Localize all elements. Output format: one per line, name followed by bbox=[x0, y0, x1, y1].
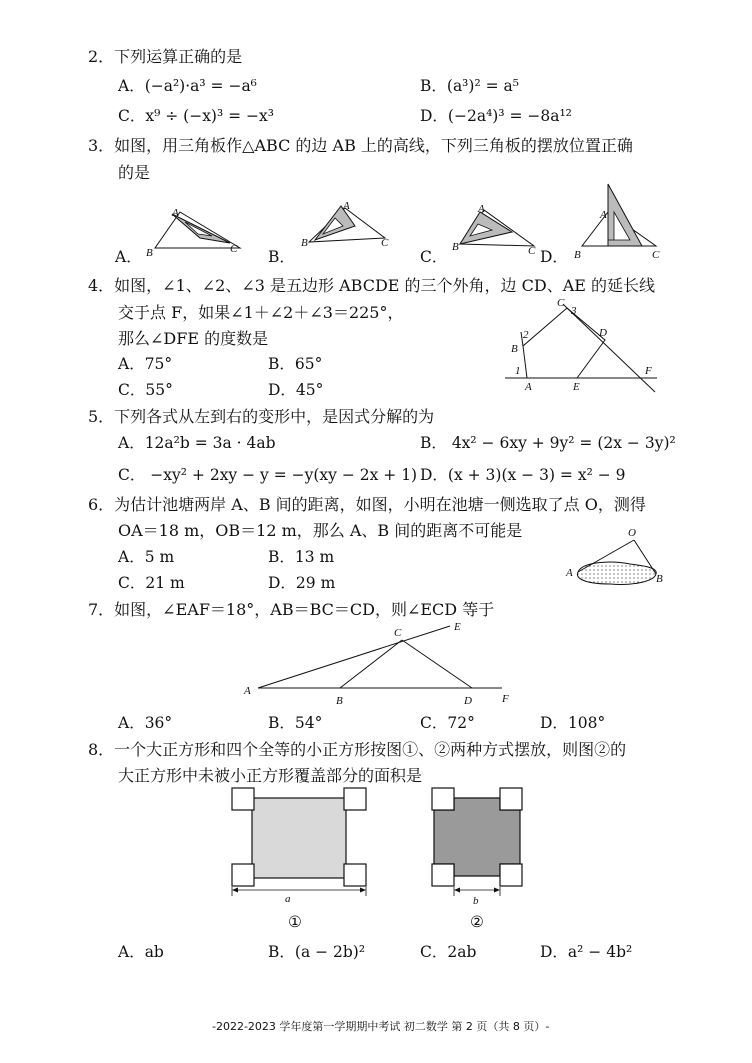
q8-figure-2 bbox=[428, 786, 528, 908]
q6-stem-line2: OA＝18 m，OB＝12 m，那么 A、B 间的距离不可能是 bbox=[118, 521, 523, 540]
q7-fig-label-e: E bbox=[454, 621, 461, 633]
q5-option-d[interactable]: D．(x + 3)(x − 3) = x² − 9 bbox=[420, 466, 626, 484]
q8-figure-1-caption: ① bbox=[288, 913, 302, 931]
q3-figure-a bbox=[140, 198, 250, 260]
q2-option-b[interactable]: B．(a³)² = a⁵ bbox=[420, 77, 519, 95]
q2-stem: 2．下列运算正确的是 bbox=[88, 47, 243, 66]
q3-fig-b-label-c: C bbox=[381, 237, 389, 249]
q3-fig-a-label-c: C bbox=[230, 243, 238, 255]
q6-option-b[interactable]: B．13 m bbox=[268, 548, 335, 566]
q4-option-b[interactable]: B．65° bbox=[268, 355, 323, 373]
q4-fig-label-c: C bbox=[557, 297, 565, 309]
q4-stem-line3: 那么∠DFE 的度数是 bbox=[118, 329, 269, 348]
q6-fig-label-b: B bbox=[656, 573, 663, 585]
q3-fig-a-label-a: A bbox=[172, 207, 179, 219]
q3-fig-d-label-b: B bbox=[574, 249, 581, 261]
q4-option-c[interactable]: C．55° bbox=[118, 381, 173, 399]
q3-fig-c-label-b: B bbox=[452, 241, 459, 253]
q3-fig-c-label-a: A bbox=[478, 203, 485, 215]
q4-fig-label-e: E bbox=[573, 381, 580, 393]
q8-fig2-dim-b: b bbox=[473, 895, 479, 907]
q5-option-c[interactable]: C． −xy² + 2xy − y = −y(xy − 2x + 1) bbox=[118, 466, 418, 484]
q8-fig1-dim-a: a bbox=[285, 893, 291, 905]
q7-stem: 7．如图，∠EAF＝18°，AB＝BC＝CD，则∠ECD 等于 bbox=[88, 600, 495, 619]
q4-fig-label-f: F bbox=[645, 365, 652, 377]
q7-option-b[interactable]: B．54° bbox=[268, 714, 323, 732]
q7-option-a[interactable]: A．36° bbox=[118, 714, 173, 732]
q2-option-d[interactable]: D．(−2a⁴)³ = −8a¹² bbox=[420, 107, 572, 125]
q3-option-c[interactable]: C． bbox=[420, 248, 448, 266]
q7-fig-label-c: C bbox=[394, 627, 402, 639]
q3-fig-b-label-b: B bbox=[301, 237, 308, 249]
q2-option-c[interactable]: C．x⁹ ÷ (−x)³ = −x³ bbox=[118, 107, 274, 125]
q8-stem-line1: 8．一个大正方形和四个全等的小正方形按图①、②两种方式摆放，则图②的 bbox=[88, 740, 627, 759]
q7-option-c[interactable]: C．72° bbox=[420, 714, 475, 732]
q5-option-a[interactable]: A．12a²b = 3a · 4ab bbox=[118, 434, 276, 452]
q6-fig-label-a: A bbox=[566, 567, 573, 579]
q7-figure bbox=[240, 616, 520, 706]
q6-option-c[interactable]: C．21 m bbox=[118, 574, 185, 592]
q3-figure-d bbox=[572, 182, 667, 262]
q2-option-a[interactable]: A．(−a²)·a³ = −a⁶ bbox=[118, 77, 257, 95]
q3-stem-line2: 的是 bbox=[118, 163, 151, 182]
q4-stem-line1: 4．如图，∠1、∠2、∠3 是五边形 ABCDE 的三个外角，边 CD、AE 的延长线 bbox=[88, 276, 656, 295]
q4-option-d[interactable]: D．45° bbox=[268, 381, 324, 399]
q6-stem-line1: 6．为估计池塘两岸 A、B 间的距离，如图，小明在池塘一侧选取了点 O，测得 bbox=[88, 495, 646, 514]
q4-fig-label-b: B bbox=[511, 343, 518, 355]
q3-option-a[interactable]: A． bbox=[115, 248, 142, 266]
q6-option-a[interactable]: A．5 m bbox=[118, 548, 175, 566]
q3-fig-a-label-b: B bbox=[146, 247, 153, 259]
q8-option-b[interactable]: B．(a − 2b)² bbox=[268, 943, 366, 961]
q4-fig-label-1: 1 bbox=[515, 365, 521, 377]
q8-figure-2-caption: ② bbox=[470, 913, 484, 931]
q3-fig-d-label-c: C bbox=[652, 249, 660, 261]
q7-option-d[interactable]: D．108° bbox=[540, 714, 606, 732]
q8-option-d[interactable]: D．a² − 4b² bbox=[540, 943, 633, 961]
q4-fig-label-d: D bbox=[599, 327, 607, 339]
q4-fig-label-a: A bbox=[525, 381, 532, 393]
q3-option-b[interactable]: B． bbox=[268, 248, 295, 266]
q6-figure bbox=[560, 528, 680, 588]
q6-option-d[interactable]: D．29 m bbox=[268, 574, 336, 592]
q3-stem-line1: 3．如图，用三角板作△ABC 的边 AB 上的高线，下列三角板的摆放位置正确 bbox=[88, 136, 633, 155]
q4-stem-line2: 交于点 F，如果∠1＋∠2＋∠3＝225°， bbox=[118, 303, 404, 322]
q7-fig-label-f: F bbox=[502, 693, 509, 705]
q8-figure-1 bbox=[228, 786, 368, 904]
q8-option-a[interactable]: A．ab bbox=[118, 943, 164, 961]
q3-fig-b-label-a: A bbox=[343, 200, 350, 212]
q5-option-b[interactable]: B． 4x² − 6xy + 9y² = (2x − 3y)² bbox=[420, 434, 676, 452]
q7-fig-label-d: D bbox=[464, 695, 472, 707]
q4-figure bbox=[505, 296, 665, 396]
q8-stem-line2: 大正方形中未被小正方形覆盖部分的面积是 bbox=[118, 766, 423, 785]
q3-option-d[interactable]: D． bbox=[540, 248, 568, 266]
q8-option-c[interactable]: C．2ab bbox=[420, 943, 477, 961]
q6-fig-label-o: O bbox=[628, 527, 636, 539]
q3-figure-b bbox=[295, 196, 405, 258]
q3-fig-c-label-c: C bbox=[528, 245, 536, 257]
q5-stem: 5．下列各式从左到右的变形中，是因式分解的为 bbox=[88, 407, 435, 426]
q4-option-a[interactable]: A．75° bbox=[118, 355, 173, 373]
q4-fig-label-3: 3 bbox=[571, 305, 577, 317]
q7-fig-label-a: A bbox=[244, 685, 251, 697]
q7-fig-label-b: B bbox=[336, 695, 343, 707]
q4-fig-label-2: 2 bbox=[523, 329, 529, 341]
page-footer: -2022-2023 学年度第一学期期中考试 初二数学 第 2 页（共 8 页）- bbox=[212, 1020, 550, 1033]
q3-fig-d-label-a: A bbox=[600, 209, 607, 221]
